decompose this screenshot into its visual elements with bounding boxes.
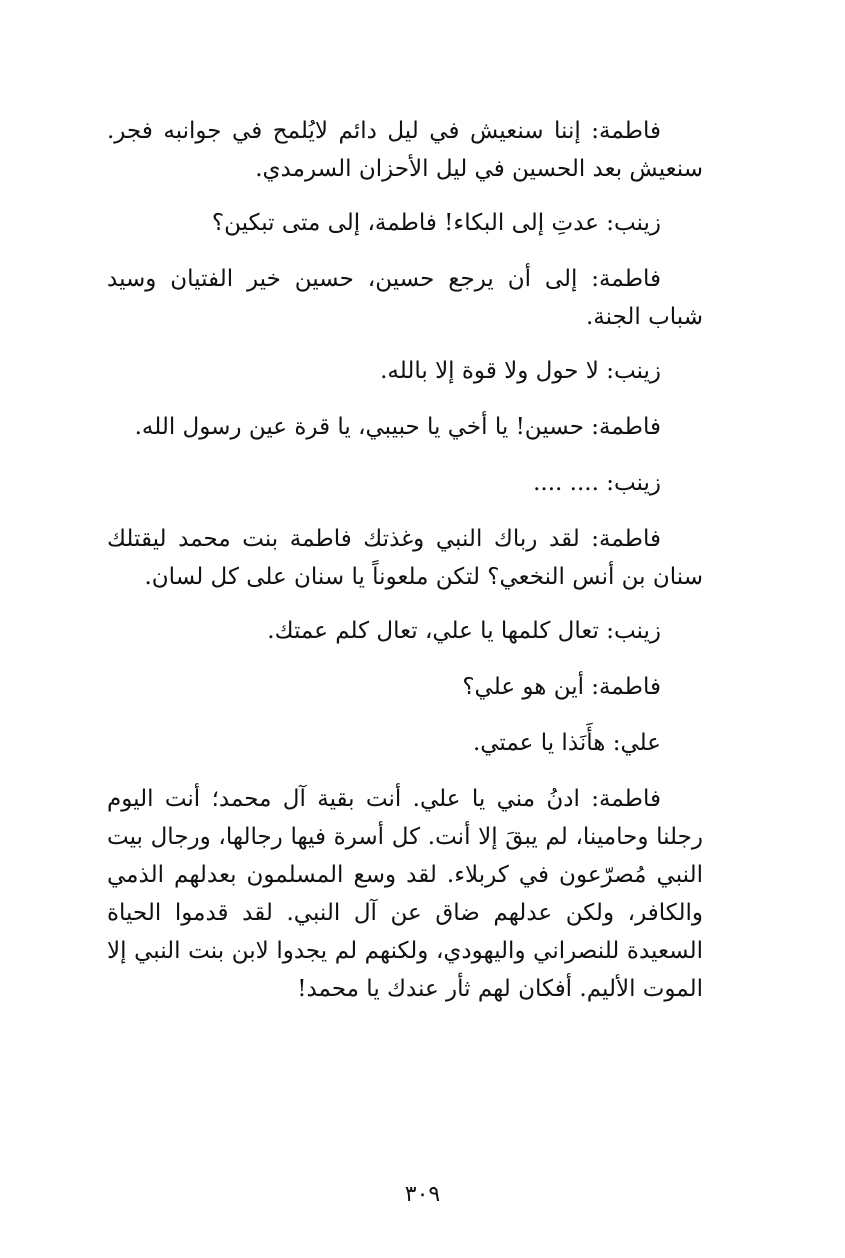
paragraph-5: فاطمة: حسين! يا أخي يا حبيبي، يا قرة عين رسول الله. bbox=[134, 414, 661, 440]
paragraph-9: فاطمة: أين هو علي؟ bbox=[462, 674, 661, 700]
paragraph-7: فاطمة: لقد رباك النبي وغذتك فاطمة بنت محمد ليقتلك سنان بن أنس النخعي؟ لتكن ملعوناً يا سنان على كل لسان. bbox=[107, 526, 703, 590]
paragraph-1: فاطمة: إننا سنعيش في ليل دائم لايُلمح في جوانبه فجر. سنعيش بعد الحسين في ليل الأحزان السرمدي. bbox=[107, 118, 703, 182]
paragraph-10: علي: هأَنَذا يا عمتي. bbox=[472, 730, 661, 756]
paragraph-3: فاطمة: إلى أن يرجع حسين، حسين خير الفتيان وسيد شباب الجنة. bbox=[107, 266, 703, 330]
page-body bbox=[107, 112, 703, 1024]
paragraph-4: زينب: لا حول ولا قوة إلا بالله. bbox=[380, 358, 661, 384]
paragraph-2: زينب: عدتِ إلى البكاء! فاطمة، إلى متى تبكين؟ bbox=[211, 210, 661, 236]
paragraph-8: زينب: تعال كلمها يا علي، تعال كلم عمتك. bbox=[267, 618, 661, 644]
paragraph-11: فاطمة: ادنُ مني يا علي. أنت بقية آل محمد؛ أنت اليوم رجلنا وحامينا، لم يبقَ إلا أنت. كل أسرة فيها رجالها، ورجال بيت النبي مُصرّعون في كربلاء. لقد وسع المسلمون بعدلهم الذمي والكافر، ولكن عدلهم ضاق عن آل النبي. لقد قدموا الحياة السعيدة للنصراني واليهودي، ولكنهم لم يجدوا لابن بنت النبي إلا الموت الأليم. أفكان لهم ثأر عندك يا محمد! bbox=[107, 786, 703, 1002]
paragraph-6: زينب: .... .... bbox=[533, 470, 661, 496]
page-number: ٣٠٩ bbox=[404, 1182, 441, 1207]
